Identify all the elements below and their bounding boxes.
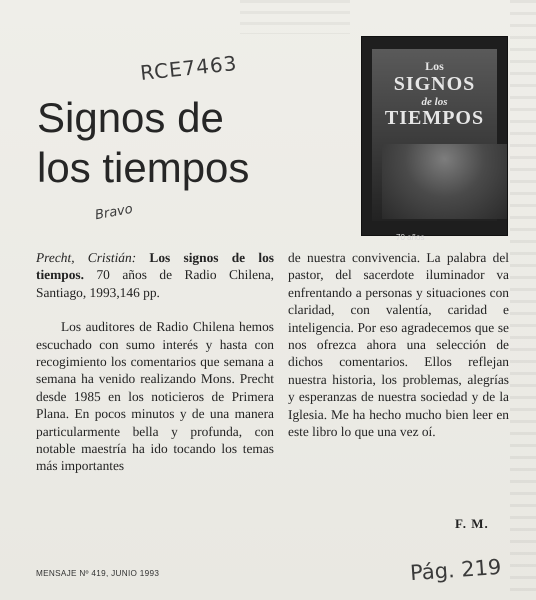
body-paragraph-right: de nuestra convivencia. La palabra del pastor, del sacerdote iluminador va enfrentando a personas y situaciones con claridad, con valentía, caridad e inteligencia. Por eso agradecemos que se nos ofrezca ahora una selección de dichos comentarios. Ellos reflejan nuestra historia, los problemas, alegrías y esperanzas de nuestra sociedad y de la Iglesia. Me ha hecho mucho bien leer en este libro lo que una vez oí. xyxy=(288,250,509,440)
body-paragraph-left: Los auditores de Radio Chilena hemos escuchado con sumo interés y hasta con recogimiento los comentarios que semana a semana ha venido realizando Mons. Precht desde 1985 en los noticieros de Primera Plana. En pocos minutos y de una manera particularmente bella y profunda, con notable maestría ha ido tocando los temas más importantes xyxy=(36,319,274,474)
page-edge-shadow xyxy=(510,0,536,600)
book-cover-art xyxy=(372,49,497,221)
cover-title-los: Los xyxy=(425,59,444,73)
title-line-2: los tiempos xyxy=(37,144,250,191)
citation-book-title: Los signos de los tiempos. xyxy=(36,250,274,283)
page-footer: MENSAJE Nº 419, JUNIO 1993 xyxy=(36,569,160,578)
citation-author: Precht, Cristián: xyxy=(36,250,137,265)
author-initials: F. M. xyxy=(455,516,489,531)
cover-title-tiempos: TIEMPOS xyxy=(384,107,485,129)
book-cover-image xyxy=(361,36,508,242)
handwritten-catalog-code: RCE7463 xyxy=(139,50,239,86)
handwritten-annotation: Bravo xyxy=(93,201,134,224)
cover-title-signos: SIGNOS xyxy=(393,73,476,95)
handwritten-page-number: Pág. 219 xyxy=(409,554,503,586)
cover-publisher-logo: 70 años xyxy=(396,233,425,242)
citation-details: 70 años de Radio Chilena, Santiago, 1993,146 pp. xyxy=(36,267,274,300)
show-through-text xyxy=(240,0,350,34)
cover-title-de-los: de los xyxy=(421,96,448,108)
cover-illustration xyxy=(382,144,507,219)
article-title xyxy=(37,93,267,193)
book-citation xyxy=(36,249,274,301)
right-column xyxy=(288,249,509,440)
left-column xyxy=(36,249,274,475)
title-line-1: Signos de xyxy=(37,94,224,141)
